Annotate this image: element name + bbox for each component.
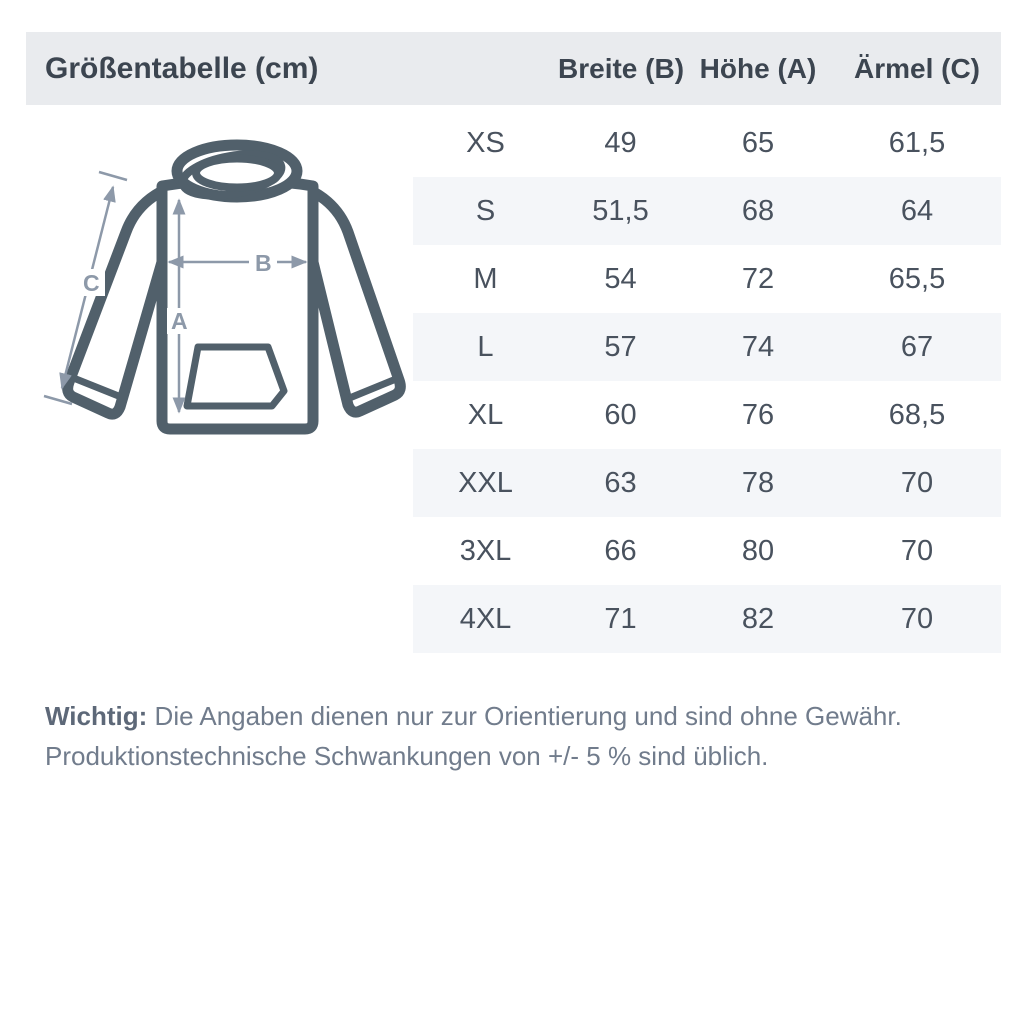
disclaimer-lead: Wichtig: <box>45 701 148 731</box>
breite-value: 66 <box>604 534 637 567</box>
table-row <box>413 109 1001 177</box>
table-row <box>413 177 1001 245</box>
table-row <box>413 313 1001 381</box>
size-label: XS <box>466 126 505 159</box>
breite-value: 63 <box>604 466 637 499</box>
hoehe-value: 68 <box>741 194 775 227</box>
aermel-value: 68,5 <box>888 398 946 431</box>
aermel-value: 64 <box>900 194 934 227</box>
table-row <box>413 245 1001 313</box>
hoehe-value: 78 <box>741 466 775 499</box>
column-header-aermel: Ärmel (C) <box>853 52 980 84</box>
table-header <box>26 32 1001 105</box>
aermel-value: 70 <box>900 466 934 499</box>
label-b: B <box>255 250 272 276</box>
size-label: 4XL <box>459 602 512 635</box>
disclaimer-note <box>45 696 975 776</box>
hoodie-hood <box>177 145 297 202</box>
aermel-value: 70 <box>900 534 934 567</box>
table-row <box>413 449 1001 517</box>
size-label: L <box>477 330 494 363</box>
aermel-value: 65,5 <box>888 262 946 295</box>
hoodie-pocket <box>187 347 284 406</box>
breite-value: 60 <box>604 398 637 431</box>
size-table <box>413 109 1001 653</box>
label-a: A <box>171 308 188 334</box>
table-row <box>413 381 1001 449</box>
table-row <box>413 517 1001 585</box>
hoehe-value: 65 <box>741 126 775 159</box>
disclaimer-line2: Produktionstechnische Schwankungen von +/- 5 % sind üblich. <box>45 741 769 771</box>
column-header-breite: Breite (B) <box>558 52 685 84</box>
aermel-value: 67 <box>900 330 934 363</box>
breite-value: 54 <box>604 262 637 295</box>
hoehe-value: 82 <box>741 602 775 635</box>
breite-value: 57 <box>604 330 637 363</box>
aermel-value: 70 <box>900 602 934 635</box>
label-c: C <box>83 270 100 296</box>
size-label: XXL <box>458 466 513 499</box>
breite-value: 49 <box>604 126 637 159</box>
column-header-hoehe: Höhe (A) <box>699 52 817 84</box>
size-label: 3XL <box>459 534 512 567</box>
hoehe-value: 74 <box>741 330 775 363</box>
size-label: M <box>473 262 498 295</box>
table-row <box>413 585 1001 653</box>
size-label: XL <box>467 398 504 431</box>
breite-value: 51,5 <box>592 194 649 227</box>
hoodie-diagram <box>40 130 412 440</box>
hoehe-value: 80 <box>741 534 775 567</box>
hoehe-value: 72 <box>741 262 775 295</box>
size-label: S <box>475 194 496 227</box>
breite-value: 71 <box>604 602 637 635</box>
hoehe-value: 76 <box>741 398 775 431</box>
page-title: Größentabelle (cm) <box>45 51 319 85</box>
disclaimer-line1: Die Angaben dienen nur zur Orientierung und sind ohne Gewähr. <box>154 701 902 731</box>
aermel-value: 61,5 <box>888 126 946 159</box>
